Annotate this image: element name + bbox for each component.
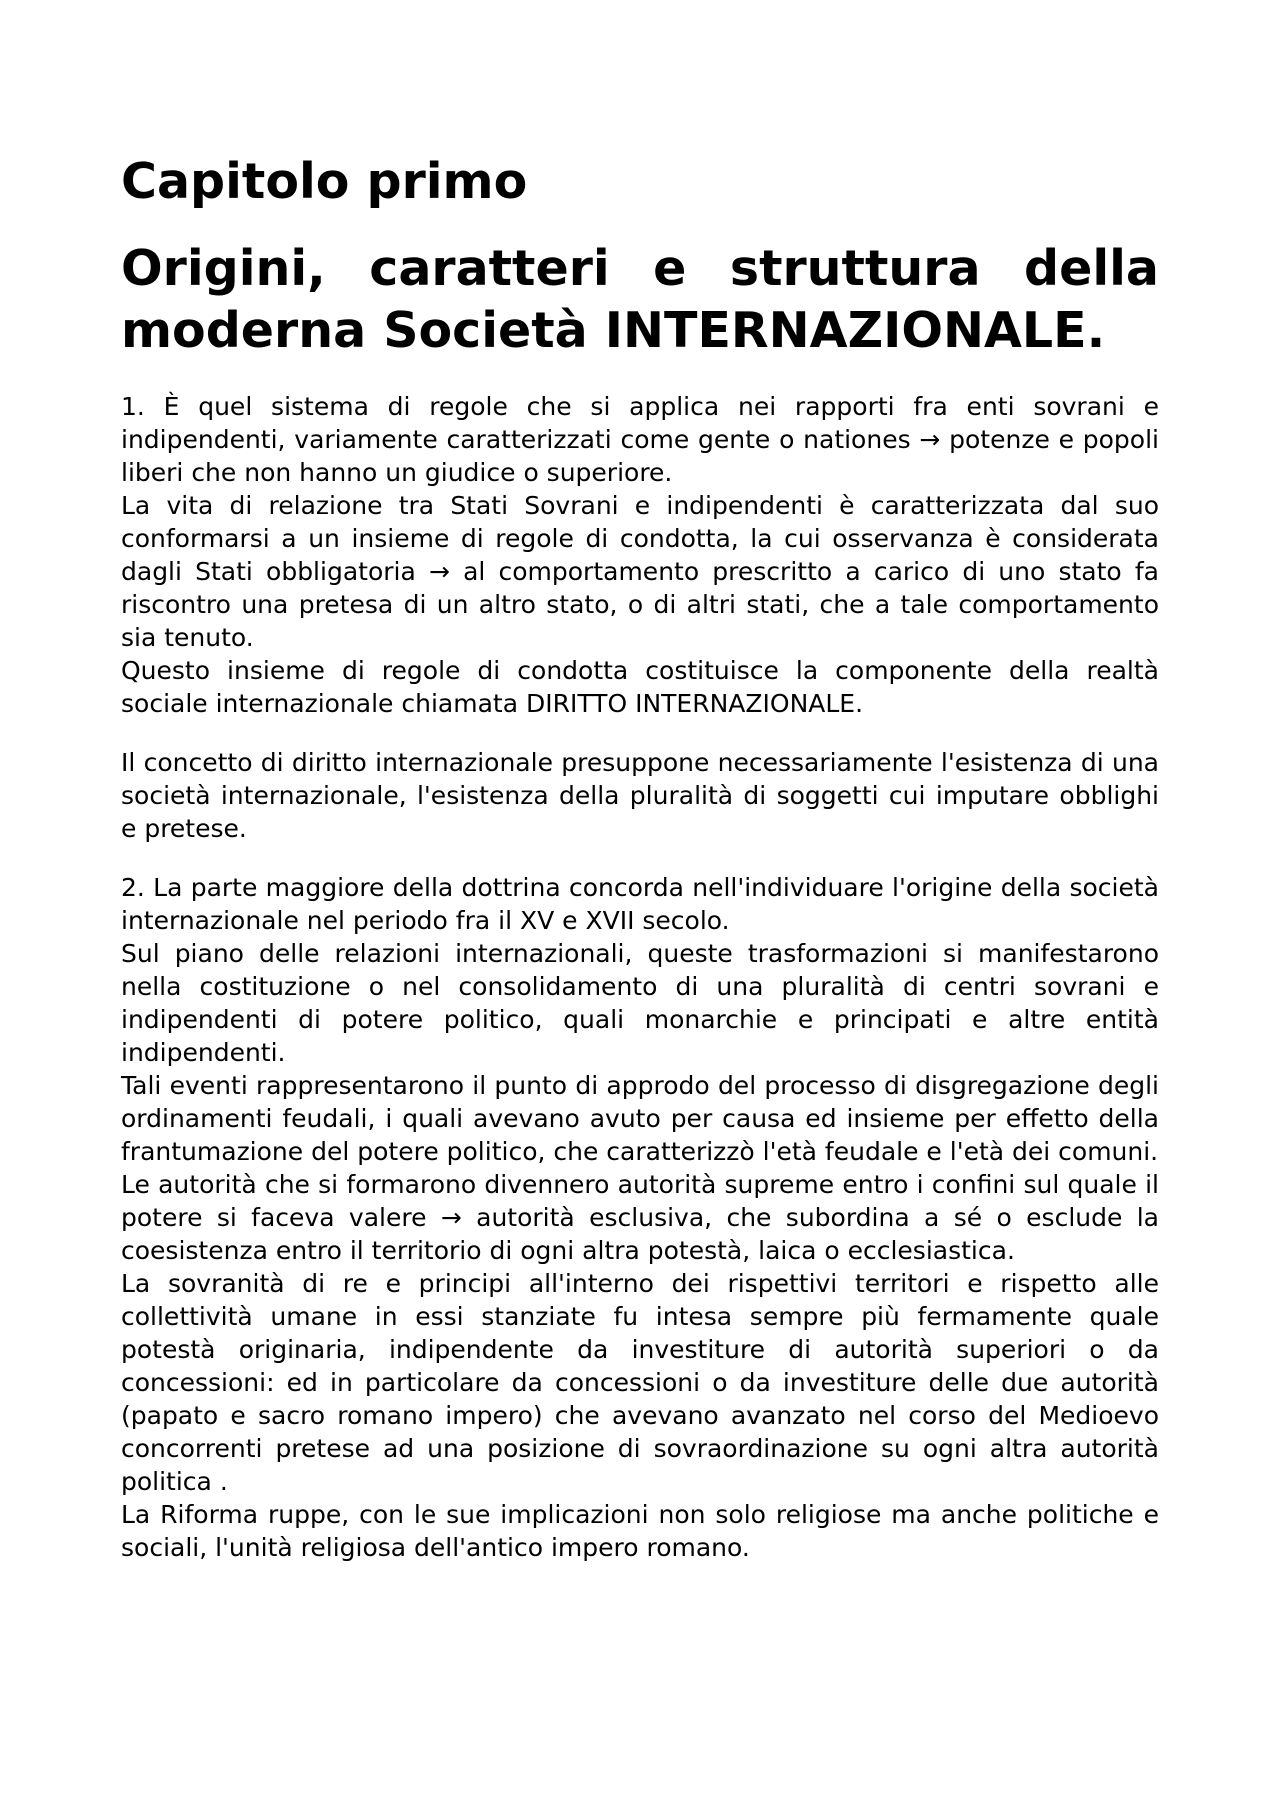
paragraph-9: La sovranità di re e principi all'interno dei rispettivi territori e rispetto alle collettività umane in essi stanziate fu intesa sempre più fermamente quale potestà originaria, indipendente da investiture di autorità superiori o da concessioni: ed in particolare da concessioni o da investiture delle due autorità (papato e sacro romano impero) che avevano avanzato nel corso del Medioevo concorrenti pretese ad una posizione di sovraordinazione su ogni altra autorità politica . xyxy=(121,1269,1159,1496)
chapter-title: Origini, caratteri e struttura della moderna Società INTERNAZIONALE. xyxy=(121,240,1159,359)
paragraph-3: Questo insieme di regole di condotta costituisce la componente della realtà sociale internazionale chiamata DIRITTO INTERNAZIONALE. xyxy=(121,656,1159,718)
paragraph-10: La Riforma ruppe, con le sue implicazioni non solo religiose ma anche politiche e sociali, l'unità religiosa dell'antico impero romano. xyxy=(121,1500,1159,1562)
paragraph-5: 2. La parte maggiore della dottrina concorda nell'individuare l'origine della società internazionale nel periodo fra il XV e XVII secolo. xyxy=(121,873,1159,935)
paragraph-2: La vita di relazione tra Stati Sovrani e indipendenti è caratterizzata dal suo conformarsi a un insieme di regole di condotta, la cui osservanza è considerata dagli Stati obbligatoria → al comportamento prescritto a carico di uno stato fa riscontro una pretesa di un altro stato, o di altri stati, che a tale comportamento sia tenuto. xyxy=(121,491,1159,652)
document-page xyxy=(121,150,1159,1564)
paragraph-8: Le autorità che si formarono divennero autorità supreme entro i confini sul quale il potere si faceva valere → autorità esclusiva, che subordina a sé o esclude la coesistenza entro il territorio di ogni altra potestà, laica o ecclesiastica. xyxy=(121,1170,1159,1265)
paragraph-6: Sul piano delle relazioni internazionali, queste trasformazioni si manifestarono nella costituzione o nel consolidamento di una pluralità di centri sovrani e indipendenti di potere politico, quali monarchie e principati e altre entità indipendenti. xyxy=(121,939,1159,1067)
paragraph-4: Il concetto di diritto internazionale presuppone necessariamente l'esistenza di una società internazionale, l'esistenza della pluralità di soggetti cui imputare obblighi e pretese. xyxy=(121,748,1159,843)
paragraph-7: Tali eventi rappresentarono il punto di approdo del processo di disgregazione degli ordinamenti feudali, i quali avevano avuto per causa ed insieme per effetto della frantumazione del potere politico, che caratterizzò l'età feudale e l'età dei comuni. xyxy=(121,1071,1159,1166)
chapter-heading: Capitolo primo xyxy=(121,153,528,210)
paragraph-1: 1. È quel sistema di regole che si applica nei rapporti fra enti sovrani e indipendenti, variamente caratterizzati come gente o nationes → potenze e popoli liberi che non hanno un giudice o superiore. xyxy=(121,392,1159,487)
